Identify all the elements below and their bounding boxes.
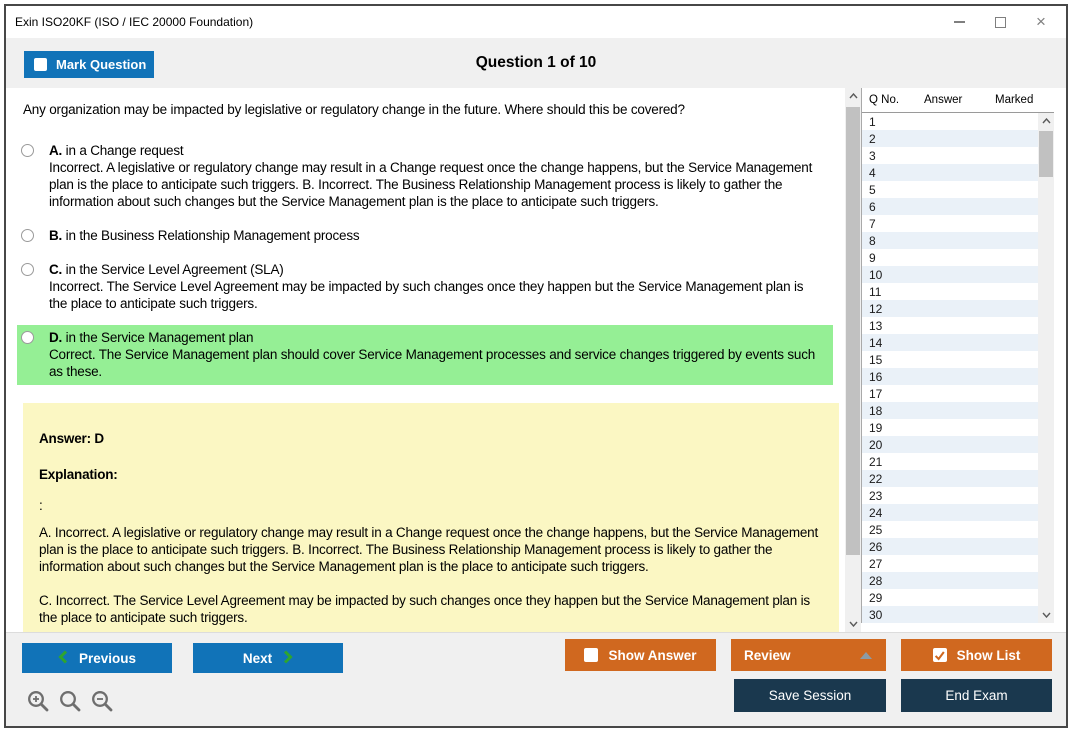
question-list-row[interactable]	[862, 113, 1038, 130]
zoom-out-icon[interactable]	[90, 689, 115, 719]
question-list-row[interactable]	[862, 385, 1038, 402]
option-label: in the Business Relationship Management process	[65, 228, 360, 243]
question-list-row[interactable]	[862, 164, 1038, 181]
option-body	[49, 227, 821, 244]
question-number: 28	[869, 573, 883, 588]
title-bar	[6, 6, 1066, 38]
option-label: in the Service Level Agreement (SLA)	[65, 262, 284, 277]
question-number: 9	[869, 250, 876, 265]
option-label: in a Change request	[65, 143, 184, 158]
main-scrollbar-thumb[interactable]	[846, 107, 860, 555]
scroll-down-icon[interactable]	[1038, 607, 1054, 623]
option-feedback: Incorrect. The Service Level Agreement may be impacted by such changes once they happen but the Service Management plan is the place to anticipate such triggers.	[49, 279, 804, 311]
option-feedback: Incorrect. A legislative or regulatory change may result in a Change request once the change happens, but the Service Management plan is the place to anticipate such triggers. B. Incorrect. The Business Relationship Management process is likely to gather the information about such changes but the Service Management plan is the place to anticipate such triggers.	[49, 160, 813, 209]
question-list-row[interactable]	[862, 419, 1038, 436]
question-number: 2	[869, 131, 876, 146]
question-number: 27	[869, 556, 883, 571]
radio-button-icon[interactable]	[21, 229, 34, 242]
question-list-row[interactable]	[862, 249, 1038, 266]
review-button[interactable]	[731, 639, 886, 671]
question-number: 16	[869, 369, 883, 384]
question-list-row[interactable]	[862, 147, 1038, 164]
question-number: 1	[869, 114, 876, 129]
close-icon[interactable]: ×	[1036, 12, 1046, 31]
zoom-reset-icon[interactable]	[58, 689, 83, 719]
show-answer-button[interactable]	[565, 639, 716, 671]
question-number: 10	[869, 267, 883, 282]
save-session-label: Save Session	[768, 688, 852, 703]
show-list-button[interactable]	[901, 639, 1052, 671]
question-number: 4	[869, 165, 876, 180]
question-number: 19	[869, 420, 883, 435]
minimize-icon[interactable]	[952, 15, 966, 29]
show-list-checkbox-icon[interactable]	[933, 648, 947, 662]
mark-question-label: Mark Question	[56, 57, 147, 72]
scroll-up-icon[interactable]	[845, 88, 861, 104]
question-number: 14	[869, 335, 883, 350]
end-exam-button[interactable]	[901, 679, 1052, 712]
zoom-tools	[26, 689, 115, 719]
question-number: 12	[869, 301, 883, 316]
scroll-up-icon[interactable]	[1038, 113, 1054, 129]
end-exam-label: End Exam	[945, 688, 1008, 703]
explanation-label: Explanation:	[39, 467, 118, 482]
question-list-scrollbar[interactable]	[1038, 113, 1054, 623]
explanation-paragraphs	[39, 524, 823, 626]
option-label: in the Service Management plan	[65, 330, 254, 345]
question-list-scrollbar-thumb[interactable]	[1039, 131, 1053, 177]
question-list-row[interactable]	[862, 521, 1038, 538]
question-number: 22	[869, 471, 883, 486]
question-list-row[interactable]	[862, 436, 1038, 453]
next-label: Next	[242, 650, 273, 666]
explanation-paragraph: C. Incorrect. The Service Level Agreement may be impacted by such changes once they happen but the Service Management plan is the place to anticipate such triggers.	[39, 593, 810, 625]
question-list-row[interactable]	[862, 181, 1038, 198]
question-number: 17	[869, 386, 883, 401]
question-list-row[interactable]	[862, 538, 1038, 555]
answer-option[interactable]	[17, 325, 833, 385]
toolbar	[6, 38, 1066, 88]
question-list-row[interactable]	[862, 130, 1038, 147]
show-list-label: Show List	[956, 647, 1021, 663]
column-header-qno: Q No.	[869, 94, 900, 106]
question-text: Any organization may be impacted by legislative or regulatory change in the future. Where should this be covered?	[23, 102, 685, 117]
main-scrollbar[interactable]	[845, 88, 861, 632]
review-label: Review	[744, 647, 791, 663]
save-session-button[interactable]	[734, 679, 886, 712]
option-body	[49, 261, 821, 312]
question-number: 21	[869, 454, 883, 469]
question-number: 11	[869, 284, 882, 299]
question-list-row[interactable]	[862, 266, 1038, 283]
column-header-marked: Marked	[995, 94, 1034, 106]
answer-option[interactable]	[17, 257, 833, 317]
answer-option[interactable]	[17, 138, 833, 215]
question-list-row[interactable]	[862, 402, 1038, 419]
question-number: 3	[869, 148, 876, 163]
mark-question-checkbox-icon[interactable]	[34, 58, 47, 71]
option-letter: A.	[49, 143, 63, 158]
question-list-row[interactable]	[862, 351, 1038, 368]
question-number: 20	[869, 437, 883, 452]
question-list-row[interactable]	[862, 300, 1038, 317]
question-number: 5	[869, 182, 876, 197]
question-list-row[interactable]	[862, 317, 1038, 334]
option-body	[49, 142, 821, 210]
question-number: 15	[869, 352, 883, 367]
window-title: Exin ISO20KF (ISO / IEC 20000 Foundation)	[15, 15, 254, 29]
question-list-row[interactable]	[862, 368, 1038, 385]
radio-button-icon[interactable]	[21, 144, 34, 157]
previous-label: Previous	[78, 650, 137, 666]
question-list-row[interactable]	[862, 470, 1038, 487]
question-list-row[interactable]	[862, 232, 1038, 249]
zoom-in-icon[interactable]	[26, 689, 51, 719]
question-list-row[interactable]	[862, 198, 1038, 215]
radio-button-icon[interactable]	[21, 263, 34, 276]
question-number: 23	[869, 488, 883, 503]
question-number: 30	[869, 607, 883, 622]
next-button[interactable]	[193, 643, 343, 673]
option-body	[49, 329, 821, 380]
explanation-paragraph: A. Incorrect. A legislative or regulatory change may result in a Change request once the change happens, but the Service Management plan is the place to anticipate such triggers. B. Incorrect. The Business Relationship Management process is likely to gather the information about such changes but the Service Management plan is the place to anticipate such triggers.	[39, 525, 819, 574]
question-list-row[interactable]	[862, 487, 1038, 504]
show-answer-label: Show Answer	[608, 647, 697, 663]
explanation-colon: :	[39, 498, 43, 513]
answer-option[interactable]	[17, 223, 833, 249]
triangle-up-icon	[860, 652, 872, 659]
question-number: 26	[869, 539, 883, 554]
question-list-row[interactable]	[862, 334, 1038, 351]
window-controls	[952, 6, 1048, 38]
question-list-row[interactable]	[862, 555, 1038, 572]
footer-bar	[6, 632, 1066, 726]
question-list-header	[862, 88, 1054, 113]
question-number: 7	[869, 216, 876, 231]
question-list-row[interactable]	[862, 283, 1038, 300]
options-list	[17, 138, 839, 385]
mark-question-button[interactable]	[24, 51, 154, 78]
question-list-row[interactable]	[862, 606, 1038, 623]
chevron-left-icon	[58, 650, 68, 667]
question-content	[6, 88, 845, 632]
explanation-box	[23, 403, 839, 632]
chevron-right-icon	[283, 650, 293, 667]
answer-label: Answer: D	[39, 431, 104, 446]
radio-button-icon[interactable]	[21, 331, 34, 344]
option-feedback: Correct. The Service Management plan should cover Service Management processes and service changes triggered by events such as these.	[49, 347, 816, 379]
question-number: 6	[869, 199, 876, 214]
option-letter: C.	[49, 262, 63, 277]
maximize-icon[interactable]	[993, 15, 1007, 29]
question-number: 29	[869, 590, 883, 605]
question-list-row[interactable]	[862, 215, 1038, 232]
question-list-row[interactable]	[862, 453, 1038, 470]
question-number: 25	[869, 522, 883, 537]
question-list-panel	[861, 88, 1054, 623]
question-number: 18	[869, 403, 883, 418]
question-list-row[interactable]	[862, 589, 1038, 606]
show-answer-checkbox-icon[interactable]	[584, 648, 598, 662]
question-counter: Question 1 of 10	[475, 54, 597, 71]
question-list-row[interactable]	[862, 504, 1038, 521]
app-window	[4, 4, 1068, 728]
previous-button[interactable]	[22, 643, 172, 673]
question-list-row[interactable]	[862, 572, 1038, 589]
question-list-rows	[862, 113, 1038, 623]
column-header-answer: Answer	[924, 94, 963, 106]
question-number: 24	[869, 505, 883, 520]
question-number: 13	[869, 318, 883, 333]
option-letter: D.	[49, 330, 63, 345]
question-number: 8	[869, 233, 876, 248]
scroll-down-icon[interactable]	[845, 616, 861, 632]
option-letter: B.	[49, 228, 63, 243]
